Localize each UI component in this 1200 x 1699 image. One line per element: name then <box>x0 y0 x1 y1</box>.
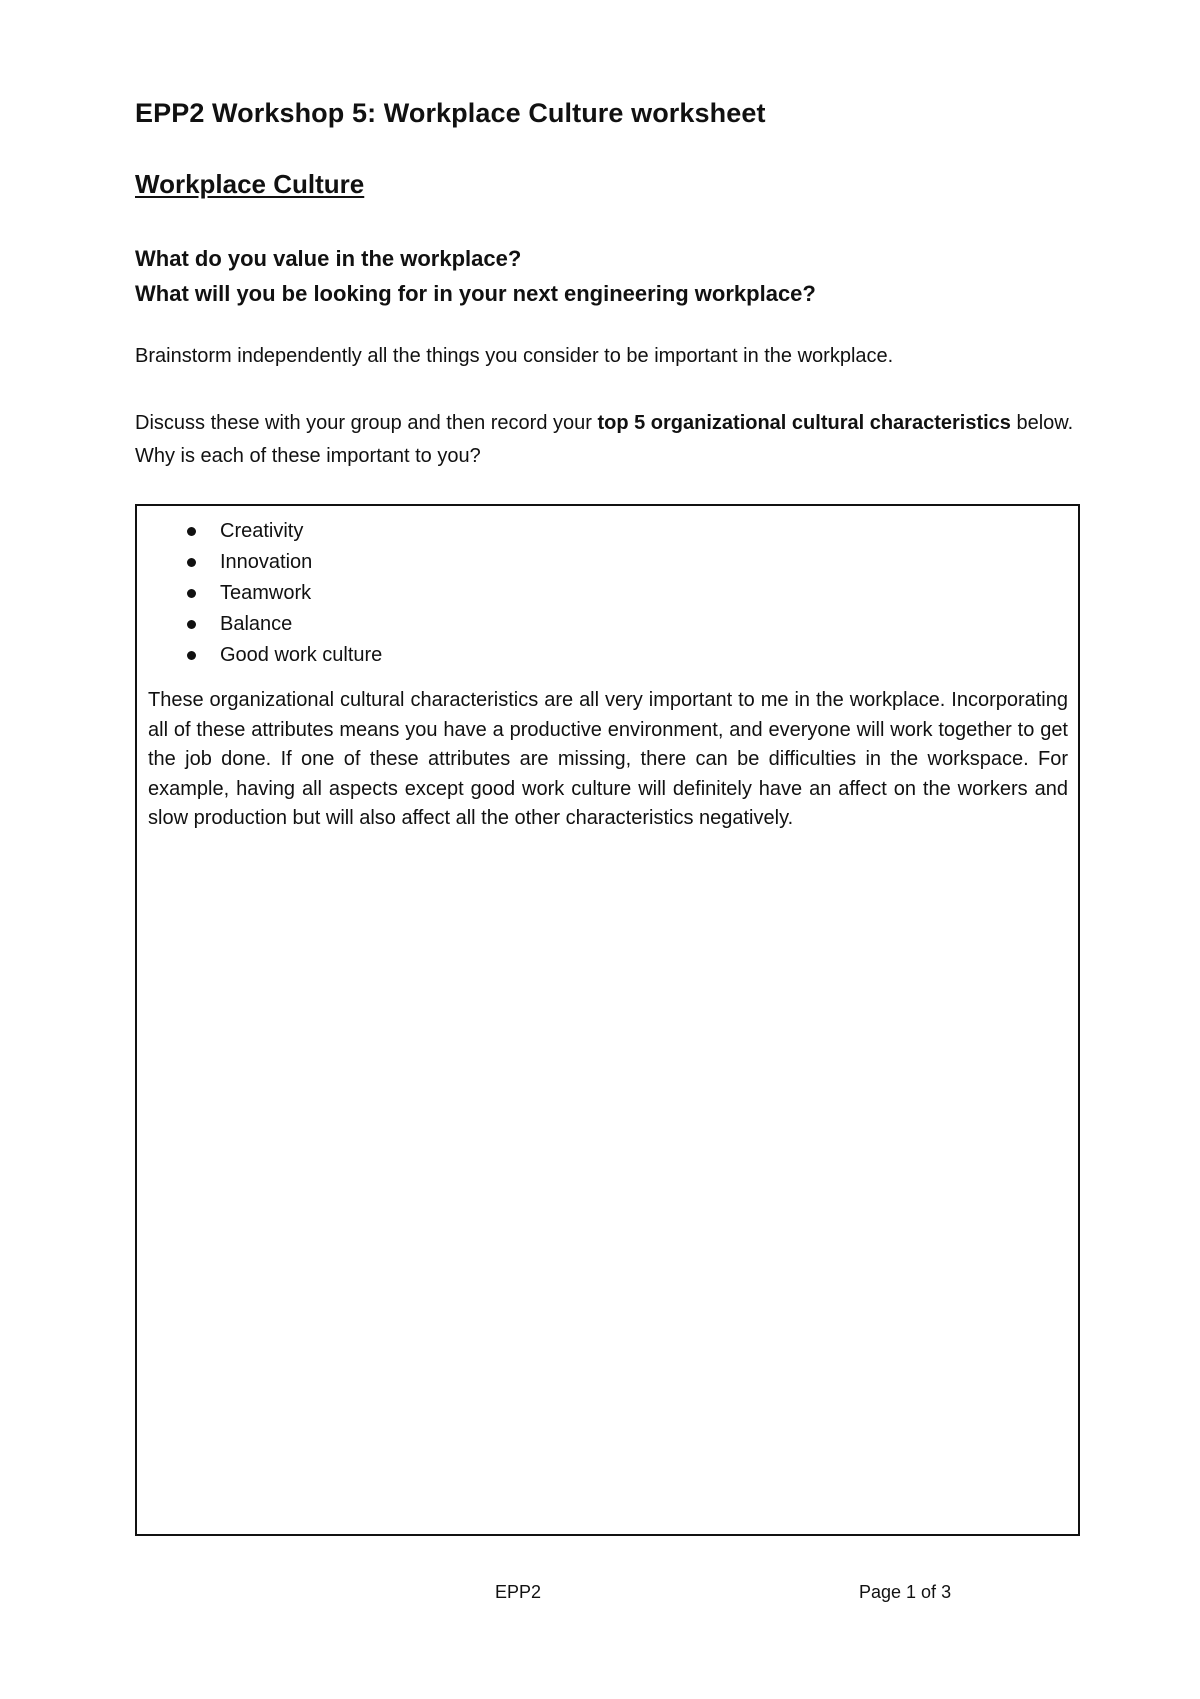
instruction-discuss-before: Discuss these with your group and then record your <box>135 412 598 434</box>
footer-course-code: EPP2 <box>495 1582 542 1602</box>
characteristic-label: Good work culture <box>220 644 383 666</box>
characteristic-label: Teamwork <box>220 582 312 604</box>
characteristic-label: Innovation <box>220 551 313 573</box>
instruction-brainstorm: Brainstorm independently all the things you consider to be important in the workplace. <box>135 345 894 367</box>
footer-page-number: Page 1 of 3 <box>859 1582 952 1602</box>
characteristic-label: Balance <box>220 613 293 635</box>
answer-box <box>135 504 1080 1536</box>
bullet-icon <box>187 558 196 567</box>
document-title: EPP2 Workshop 5: Workplace Culture worksheet <box>135 98 766 128</box>
bullet-icon <box>187 620 196 629</box>
section-heading: Workplace Culture <box>135 169 365 199</box>
bullet-icon <box>187 589 196 598</box>
question-value: What do you value in the workplace? <box>135 246 522 271</box>
instruction-discuss <box>135 407 1085 473</box>
answer-explanation: These organizational cultural characteristics are all very important to me in the workplace. Incorporating all of these attributes means you have a productive environment, and everyone will work together to get the job done. If one of these attributes are missing, there can be difficulties in the workspace. For example, having all aspects except good work culture will definitely have an affect on the workers and slow production but will also affect all the other characteristics negatively. <box>148 689 1068 829</box>
instruction-discuss-after: below. Why is each of these important to you? <box>135 412 1074 467</box>
question-next-workplace: What will you be looking for in your next engineering workplace? <box>135 281 816 306</box>
bullet-icon <box>187 651 196 660</box>
characteristic-label: Creativity <box>220 520 304 542</box>
bullet-icon <box>187 527 196 536</box>
instruction-discuss-emphasis: top 5 organizational cultural characteristics <box>597 412 1011 434</box>
